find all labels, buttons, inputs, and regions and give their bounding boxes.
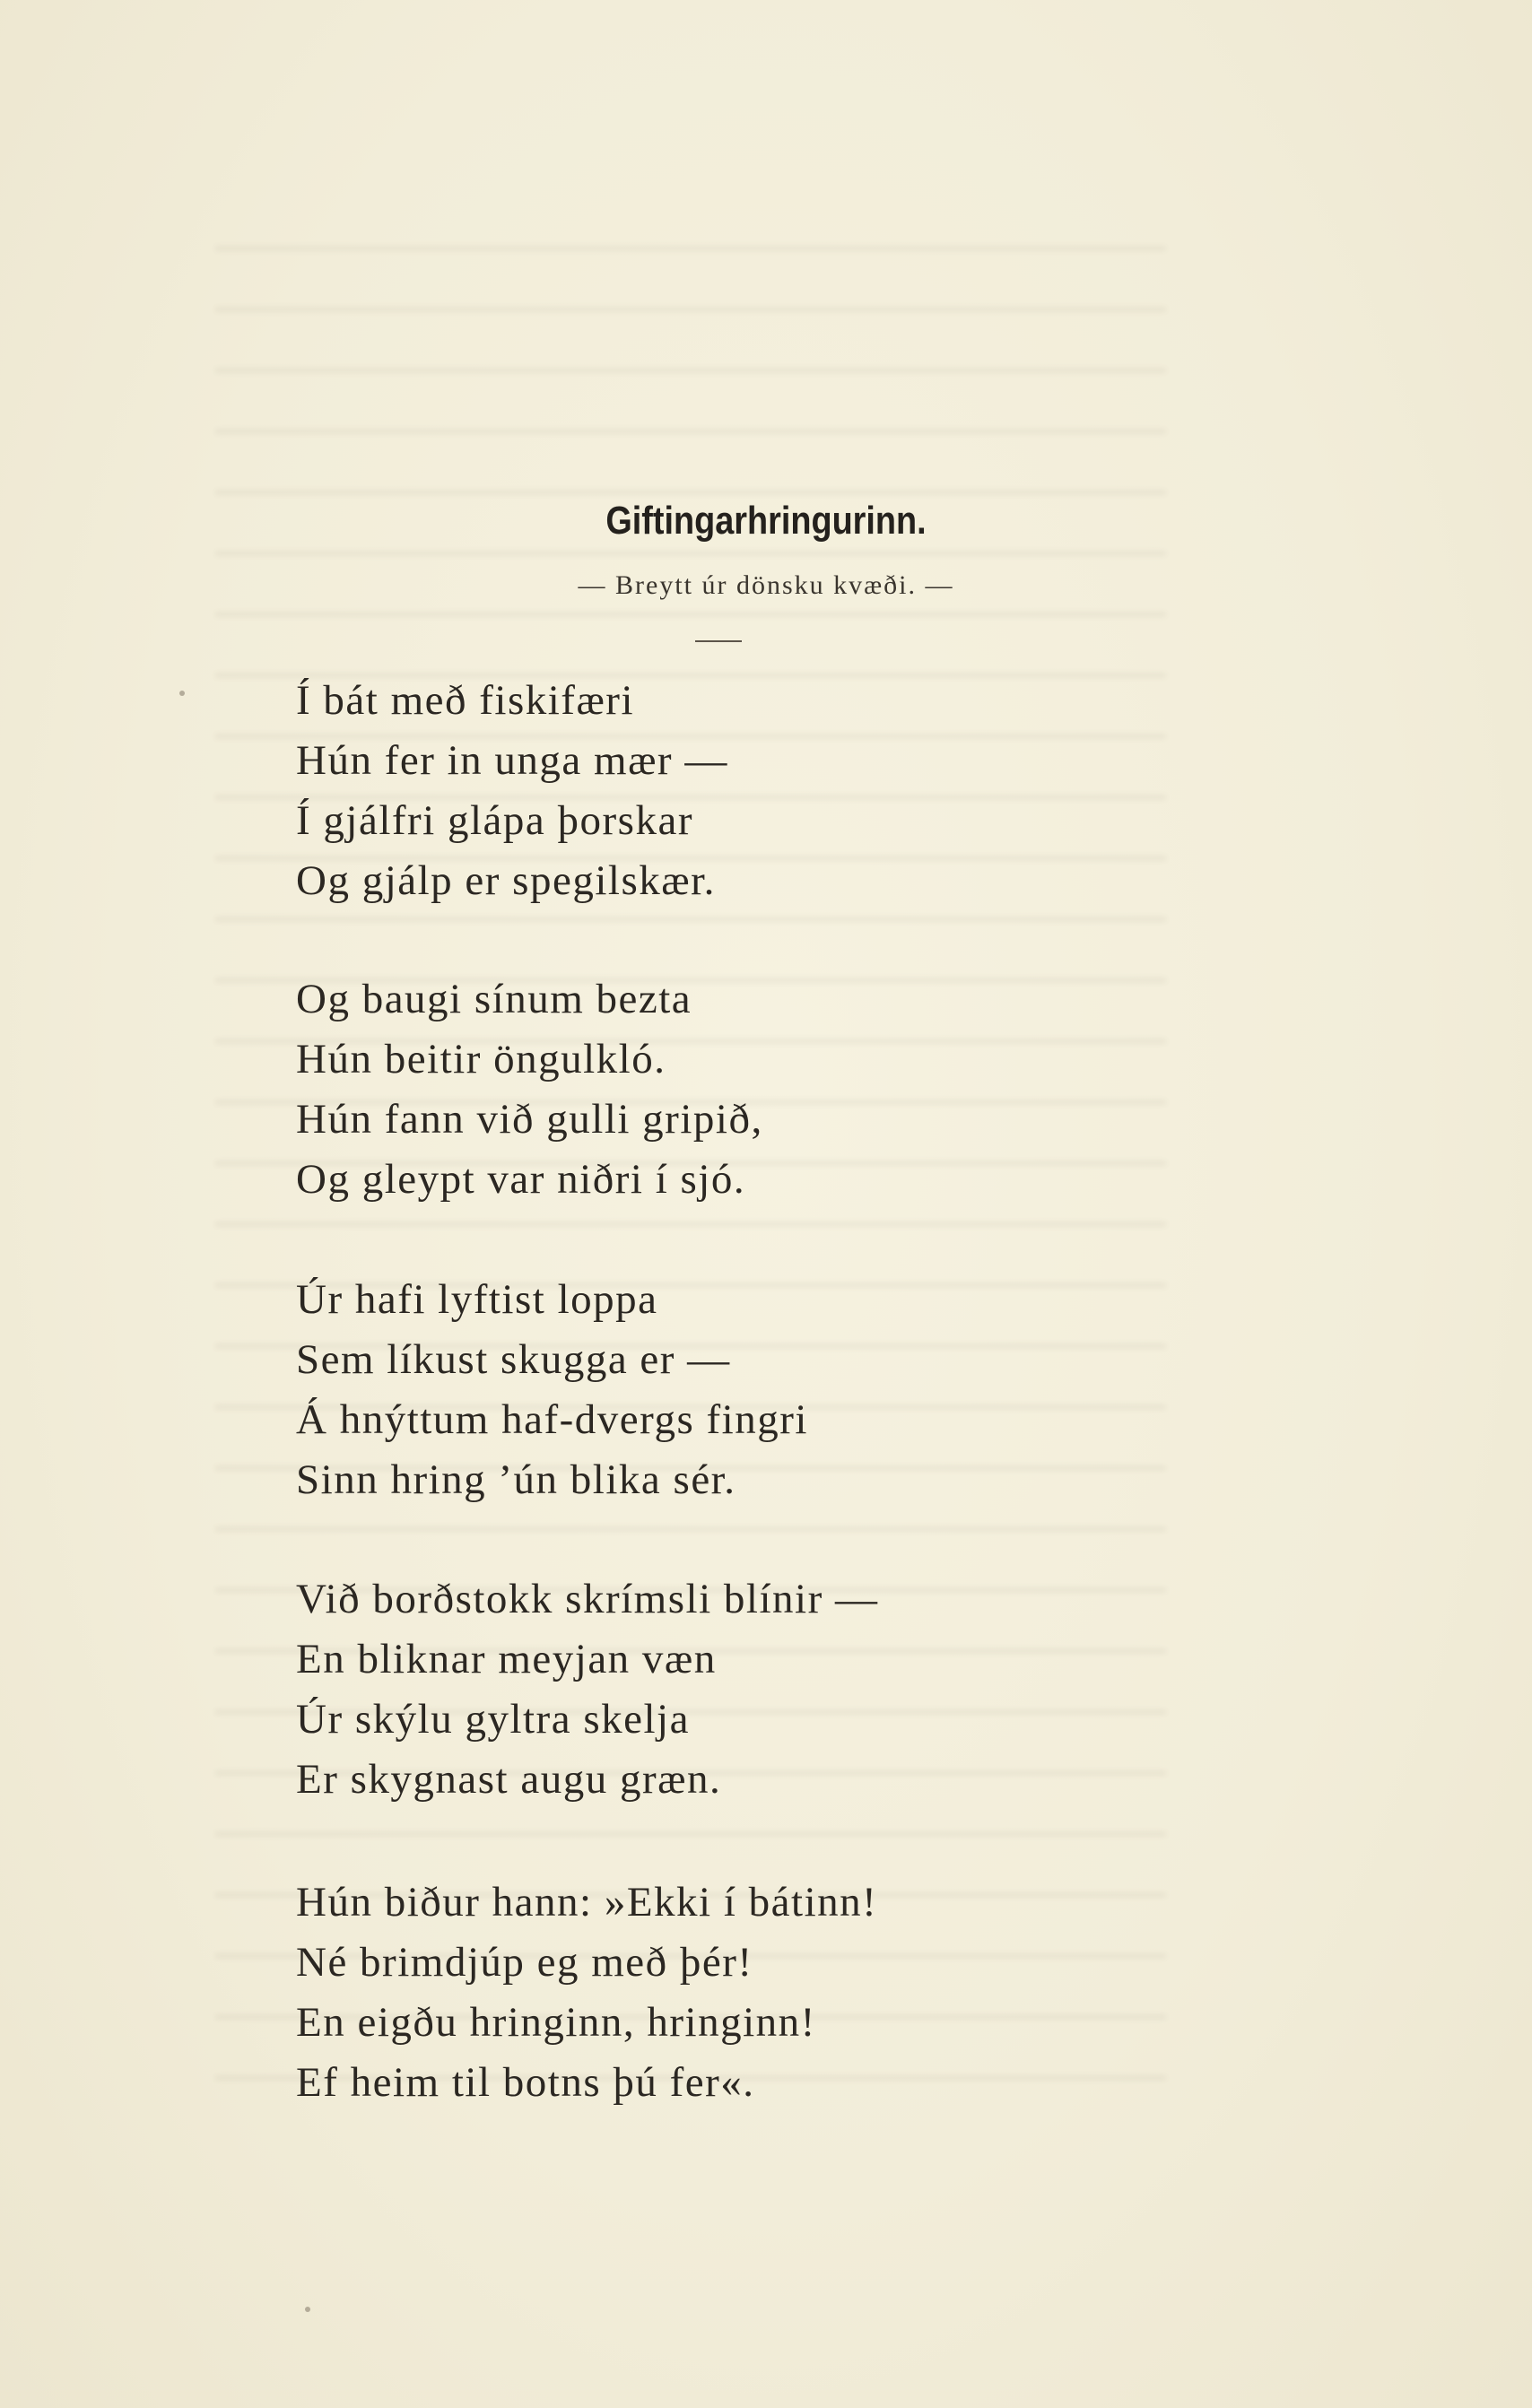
verse-line: Úr skýlu gyltra skelja <box>296 1696 690 1743</box>
paper-speck <box>305 2307 310 2312</box>
stanza-3 <box>296 1270 808 1510</box>
verse-line: Á hnýttum haf-dvergs fingri <box>296 1396 808 1443</box>
paper-speck <box>179 691 185 696</box>
verse-line: Og gjálp er spegilskær. <box>296 857 716 904</box>
verse-line: Úr hafi lyftist loppa <box>296 1276 658 1323</box>
stanza-1 <box>296 671 728 911</box>
title-divider <box>695 640 742 642</box>
verse-line: En bliknar meyjan væn <box>296 1636 717 1682</box>
verse-line: Er skygnast augu græn. <box>296 1756 722 1803</box>
verse-line: Og gleypt var niðri í sjó. <box>296 1156 746 1203</box>
verse-line: Hún biður hann: »Ekki í bátinn! <box>296 1879 878 1926</box>
poem-subtitle: — Breytt úr dönsku kvæði. — <box>578 570 954 600</box>
poem-title: Giftingarhringurinn. <box>605 499 927 543</box>
stanza-4 <box>296 1569 878 1810</box>
verse-line: Við borðstokk skrímsli blínir — <box>296 1576 879 1622</box>
verse-line: Og baugi sínum bezta <box>296 976 692 1022</box>
verse-line: Sinn hring ’ún blika sér. <box>296 1456 736 1503</box>
stanza-2 <box>296 969 763 1210</box>
verse-line: Hún beitir öngulkló. <box>296 1036 666 1082</box>
verse-line: Í bát með fiskifæri <box>296 677 635 724</box>
verse-line: Í gjálfri glápa þorskar <box>296 797 693 844</box>
verse-line: Né brimdjúp eg með þér! <box>296 1939 753 1986</box>
verse-line: Hún fann við gulli gripið, <box>296 1096 763 1143</box>
verse-line: Hún fer in unga mær — <box>296 737 728 784</box>
verse-line: Sem líkust skugga er — <box>296 1336 731 1383</box>
stanza-5 <box>296 1873 877 2113</box>
verse-line: Ef heim til botns þú fer«. <box>296 2059 755 2106</box>
verse-line: En eigðu hringinn, hringinn! <box>296 1999 816 2046</box>
